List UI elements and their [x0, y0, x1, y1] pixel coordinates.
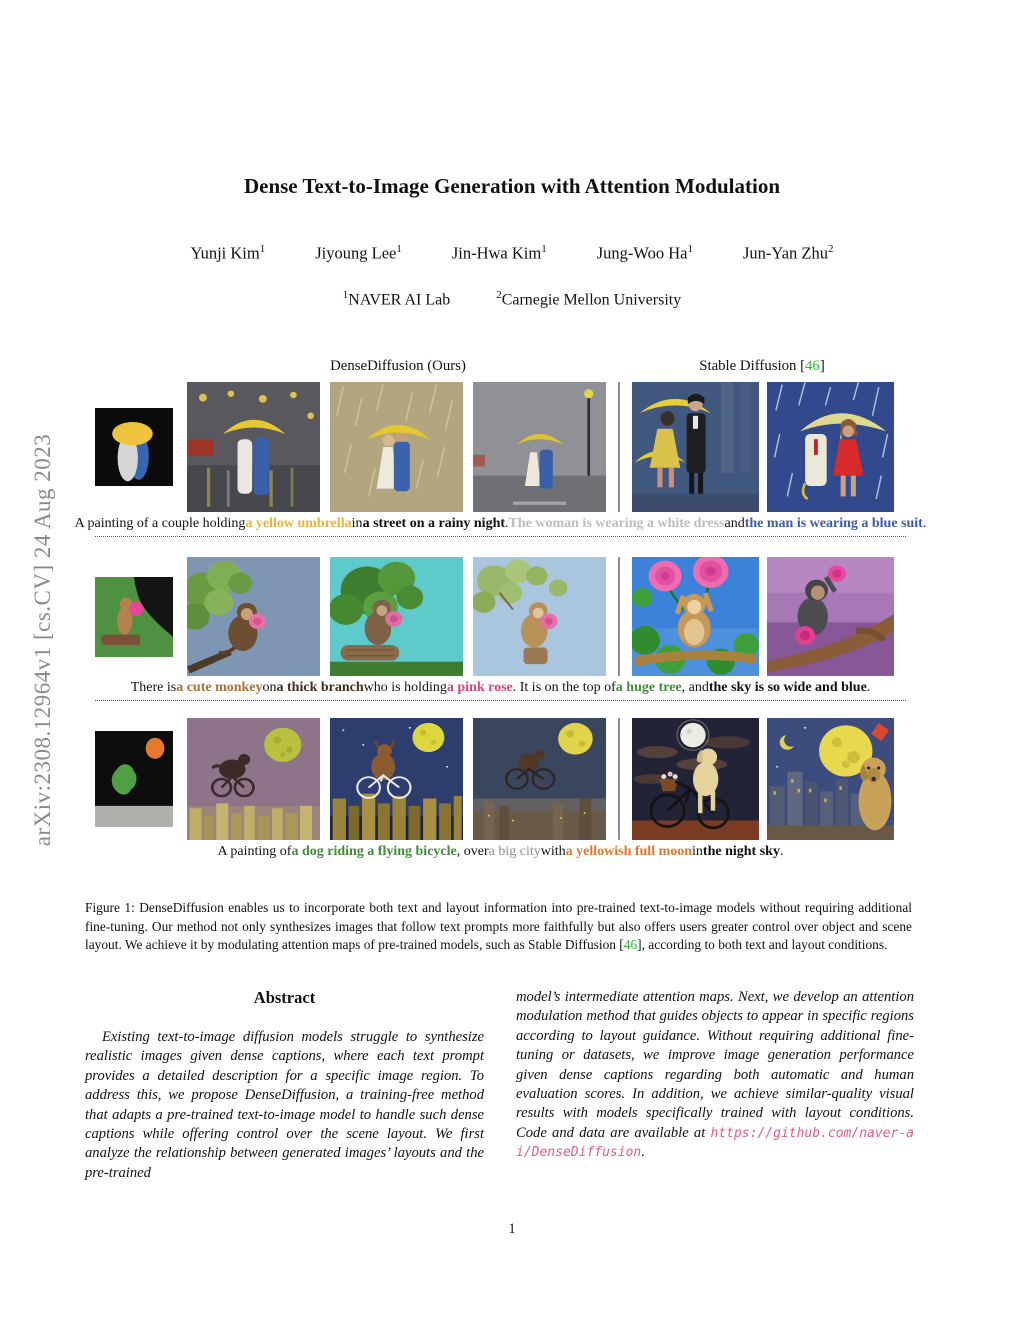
author: Jiyoung Lee$^1$ — [315, 243, 402, 263]
arxiv-stamp: arXiv:2308.12964v1 [cs.CV] 24 Aug 2023 — [30, 433, 55, 847]
column-divider — [618, 382, 620, 512]
prompt-highlight-dog-bicycle: a dog riding a flying bicycle — [291, 844, 457, 859]
sd-monkey-1 — [632, 557, 759, 676]
citation-46[interactable]: 46 — [623, 936, 638, 952]
generated-image-sd-monkey-2 — [767, 557, 894, 676]
right-column — [516, 988, 914, 1163]
prompt-highlight-street: a street on a rainy night — [362, 516, 506, 531]
dog-bicycle-painting-1 — [187, 718, 320, 840]
sd-umbrella-couple-1 — [632, 382, 759, 512]
layout-mask-dog — [95, 731, 173, 827]
prompt-highlight-pink-rose: a pink rose — [446, 680, 513, 695]
generated-image-ours-monkey-2 — [330, 557, 463, 676]
dog-bicycle-painting-2 — [330, 718, 463, 840]
sd-dog-2 — [767, 718, 894, 840]
figure-1-caption: Figure 1: DenseDiffusion enables us to incorporate both text and layout information into pre-trained text-to-image models without requiring additional fine-tuning. Our method not only synthesizes images that follow text prompts more faithfully but also offers users greater control over object and scene layout. We achieve it by modulating attention maps of pre-trained models, such as Stable Diffusion [46], according to both text and layout conditions. — [85, 900, 912, 952]
dotted-separator — [95, 536, 906, 537]
figure-1 — [74, 358, 927, 864]
github-link[interactable]: https://github.com/naver-ai/DenseDiffusion — [516, 1125, 914, 1161]
prompt-highlight-blue-suit: the man is wearing a blue suit — [744, 516, 923, 531]
generated-image-sd-umbrella-2 — [767, 382, 894, 512]
sd-umbrella-couple-2 — [767, 382, 894, 512]
generated-image-ours-umbrella-3 — [473, 382, 606, 512]
prompt-highlight-full-moon: a yellowish full moon — [565, 844, 693, 859]
page-title: Dense Text-to-Image Generation with Attention Modulation — [243, 174, 781, 198]
monkey-photo-1 — [187, 557, 320, 676]
rainy-street-painting-3 — [473, 382, 606, 512]
prompt-caption-umbrella: A painting of a couple holding a yellow umbrella in a street on a rainy night . The woman is wearing a white dress and the man is wearing a blue suit . — [74, 516, 927, 531]
generated-image-ours-dog-3 — [473, 718, 606, 840]
generated-image-ours-umbrella-2 — [330, 382, 463, 512]
mask-umbrella-illustration — [95, 408, 173, 486]
figure-row-umbrella — [95, 382, 906, 512]
prompt-highlight-yellow-umbrella: a yellow umbrella — [245, 516, 352, 531]
abstract-heading: Abstract — [253, 988, 316, 1007]
generated-image-ours-umbrella-1 — [187, 382, 320, 512]
prompt-highlight-big-city: a big city — [488, 844, 541, 859]
generated-image-sd-dog-2 — [767, 718, 894, 840]
mask-monkey-illustration — [95, 577, 173, 657]
generated-image-ours-dog-2 — [330, 718, 463, 840]
generated-image-sd-monkey-1 — [632, 557, 759, 676]
column-divider — [618, 718, 620, 840]
sd-dog-1 — [632, 718, 759, 840]
author: Jung-Woo Ha$^1$ — [596, 243, 694, 263]
monkey-photo-2 — [330, 557, 463, 676]
prompt-highlight-night-sky: the night sky — [702, 844, 780, 859]
mask-dog-illustration — [95, 731, 173, 827]
affiliation-list — [0, 289, 1024, 309]
generated-image-ours-dog-1 — [187, 718, 320, 840]
dotted-separator — [95, 700, 906, 701]
generated-image-sd-dog-1 — [632, 718, 759, 840]
dog-bicycle-painting-3 — [473, 718, 606, 840]
rainy-street-painting-1 — [187, 382, 320, 512]
affiliation: $^2$Carnegie Mellon University — [496, 289, 682, 309]
author: Jun-Yan Zhu$^2$ — [743, 243, 834, 263]
figure-row-dog — [95, 718, 906, 840]
figure-column-headers — [95, 358, 906, 382]
generated-image-ours-monkey-1 — [187, 557, 320, 676]
prompt-highlight-cute-monkey: a cute monkey — [176, 680, 263, 695]
generated-image-sd-umbrella-1 — [632, 382, 759, 512]
right-column-paragraph: model’s intermediate attention maps. Next, we develop an attention modulation method that guides objects to appear in specific regions according to layout guidance. Without requiring additional fine-tuning or datasets, we improve image generation performance given dense captions regarding both automatic and human evaluation scores. In addition, we achieve similar-quality visual results with models specifically trained with layout conditions. Code and data are available at https://github.com/naver-ai/DenseDiffusion. — [516, 989, 914, 1161]
figure-row-monkey — [95, 557, 906, 676]
author: Jin-Hwa Kim$^1$ — [451, 243, 547, 263]
column-header-stable-diffusion: Stable Diffusion [46] — [699, 358, 825, 374]
figure-label: Figure 1: — [85, 900, 135, 916]
generated-image-ours-monkey-3 — [473, 557, 606, 676]
prompt-highlight-white-dress: The woman is wearing a white dress — [508, 516, 725, 531]
prompt-highlight-huge-tree: a huge tree — [615, 680, 682, 695]
abstract-paragraph: Existing text-to-image diffusion models struggle to synthesize realistic images given dense captions, where each text prompt provides a detailed description for a specific image region. To address this, we propose DenseDiffusion, a training-free method that adapts a pre-trained text-to-image model to handle such dense captions while offering control over the scene layout. We first analyze the relationship between generated images’ layouts and the pre-trained — [85, 1029, 484, 1181]
sd-monkey-2 — [767, 557, 894, 676]
column-divider — [618, 557, 620, 676]
page-number: 1 — [508, 1221, 516, 1237]
citation-46[interactable]: 46 — [805, 358, 820, 374]
prompt-caption-dog: A painting of a dog riding a flying bicycle , over a big city with a yellowish full moon in the night sky . — [217, 844, 784, 859]
abstract-column — [85, 988, 484, 1183]
prompt-highlight-sky: the sky is so wide and blue — [708, 680, 867, 695]
column-header-ours: DenseDiffusion (Ours) — [330, 358, 466, 374]
affiliation: $^1$NAVER AI Lab — [342, 289, 451, 309]
monkey-photo-3 — [473, 557, 606, 676]
layout-mask-umbrella — [95, 408, 173, 486]
author: Yunji Kim$^1$ — [190, 243, 266, 263]
rainy-street-painting-2 — [330, 382, 463, 512]
prompt-caption-monkey: There is a cute monkey on a thick branch who is holding a pink rose . It is on the top of a huge tree , and the sky is so wide and blue . — [130, 680, 871, 695]
layout-mask-monkey — [95, 577, 173, 657]
prompt-highlight-thick-branch: a thick branch — [276, 680, 364, 695]
author-list — [0, 243, 1024, 264]
